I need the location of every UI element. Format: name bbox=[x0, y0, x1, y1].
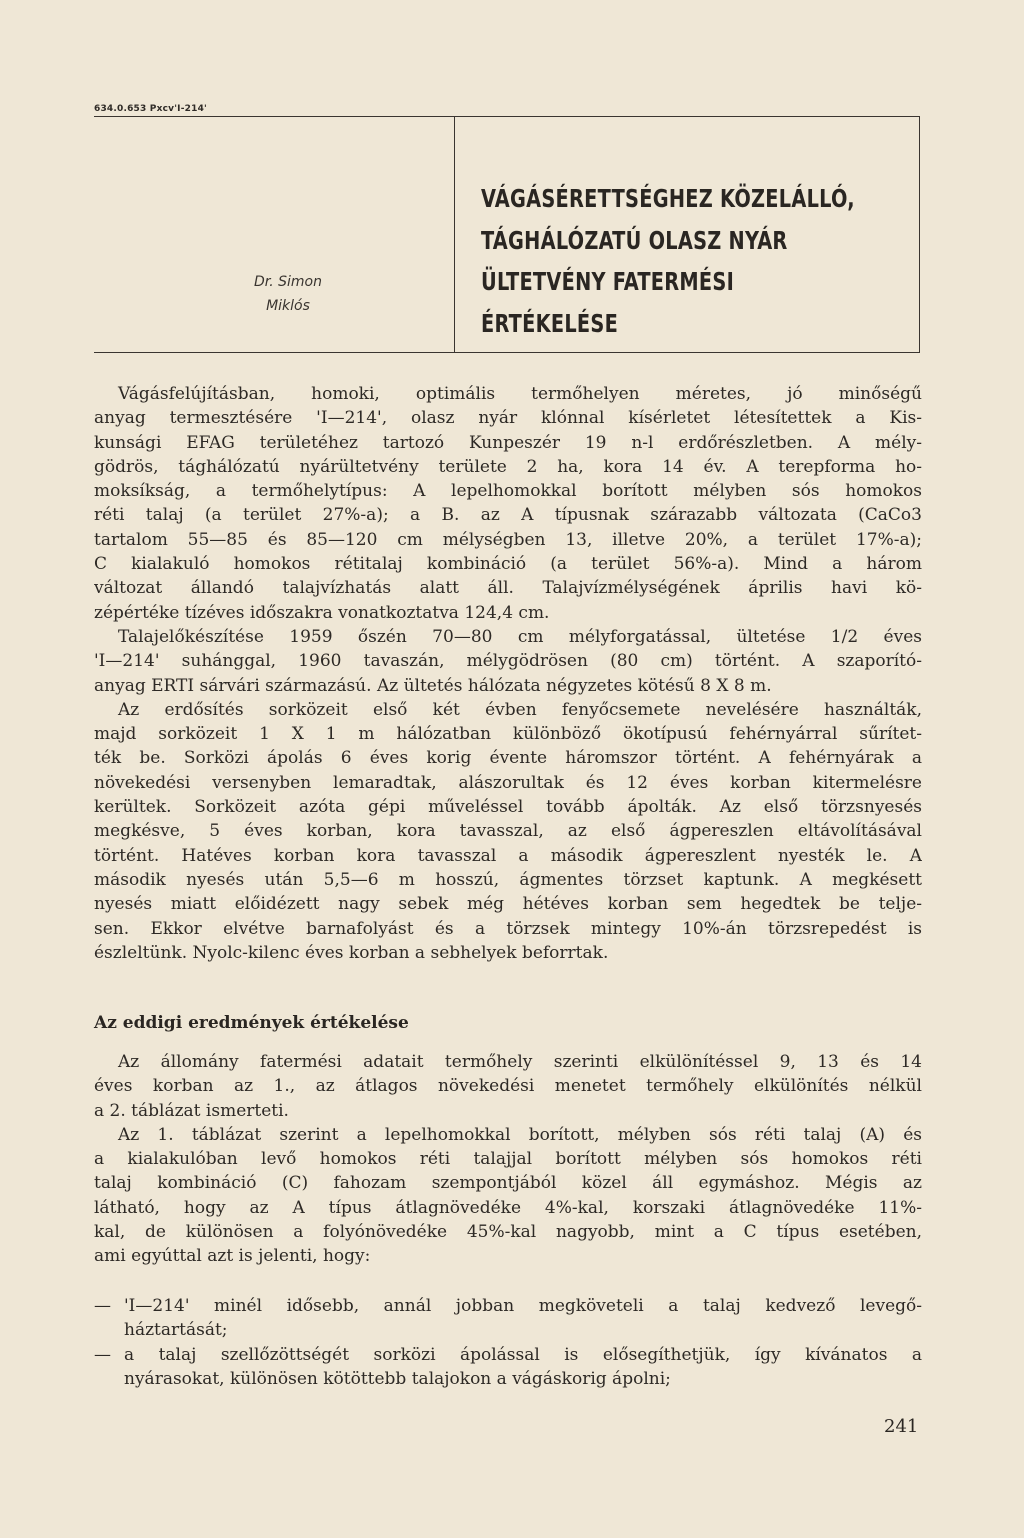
udc-code: 634.0.653 Pxcv'I-214' bbox=[94, 104, 207, 114]
text-line: változat állandó talajvízhatás alatt áll. Talajvízmélységének április havi kö- bbox=[94, 578, 922, 599]
text-line: éves korban az 1., az átlagos növekedési menetet termőhely elkülönítés nélkül bbox=[94, 1076, 922, 1097]
title-line: ÉRTÉKELÉSE bbox=[481, 308, 619, 338]
text-line: Az állomány fatermési adatait termőhely szerinti elkülönítéssel 9, 13 és 14 bbox=[118, 1052, 922, 1072]
text-line: növekedési versenyben lemaradtak, alászorultak és 12 éves korban kitermelésre bbox=[94, 772, 922, 793]
text-line: a 2. táblázat ismerteti. bbox=[94, 1100, 289, 1121]
paragraph bbox=[94, 382, 922, 625]
text-line: zépértéke tízéves időszakra vonatkoztatva 124,4 cm. bbox=[94, 602, 550, 623]
body-text-upper bbox=[94, 382, 922, 965]
text-line: 'I—214' minél idősebb, annál jobban megköveteli a talaj kedvező levegő- bbox=[124, 1296, 922, 1316]
body-text-lower bbox=[94, 1050, 922, 1269]
article-title bbox=[481, 178, 855, 344]
text-line: tartalom 55—85 és 85—120 cm mélységben 13, illetve 20%, a terület 17%-a); bbox=[94, 529, 922, 550]
bullet-list bbox=[94, 1294, 922, 1391]
text-line: sen. Ekkor elvétve barnafolyást és a törzsek mintegy 10%-án törzsrepedést is bbox=[94, 918, 922, 939]
text-line: ték be. Sorközi ápolás 6 éves korig évente háromszor történt. A fehérnyárak a bbox=[94, 748, 922, 769]
bullet-dash: — bbox=[94, 1296, 111, 1316]
paragraph bbox=[94, 1050, 922, 1123]
header-rule-bottom bbox=[94, 352, 920, 353]
text-line: a talaj szellőzöttségét sorközi ápolással is elősegíthetjük, így kívánatos a bbox=[124, 1344, 922, 1365]
page-number: 241 bbox=[884, 1416, 919, 1437]
text-line: moksíkság, a termőhelytípus: A lepelhomokkal borított mélyben sós homokos bbox=[94, 481, 922, 502]
text-line: történt. Hatéves korban kora tavasszal a második ágpereszlent nyesték le. A bbox=[94, 845, 922, 866]
author-line-1: Dr. Simon bbox=[253, 274, 322, 290]
text-line: Vágásfelújításban, homoki, optimális termőhelyen méretes, jó minőségű bbox=[118, 384, 922, 404]
text-line: Az erdősítés sorközeit első két évben fenyőcsemete nevelésére használták, bbox=[118, 699, 922, 720]
text-line: gödrös, tághálózatú nyárültetvény területe 2 ha, kora 14 év. A terepforma ho- bbox=[94, 456, 922, 477]
text-line: kunsági EFAG területéhez tartozó Kunpeszér 19 n-l erdőrészletben. A mély- bbox=[94, 432, 922, 453]
title-line: VÁGÁSÉRETTSÉGHEZ KÖZELÁLLÓ, bbox=[481, 184, 855, 213]
text-line: kal, de különösen a folyónövedéke 45%-kal nagyobb, mint a C típus esetében, bbox=[94, 1222, 922, 1243]
bullet-text bbox=[124, 1343, 922, 1392]
paragraph bbox=[94, 1123, 922, 1269]
bullet-item bbox=[94, 1343, 922, 1392]
text-line: második nyesés után 5,5—6 m hosszú, ágmentes törzset kaptunk. A megkésett bbox=[94, 869, 922, 890]
title-box bbox=[454, 116, 920, 352]
text-line: látható, hogy az A típus átlagnövedéke 4%-kal, korszaki átlagnövedéke 11%- bbox=[94, 1197, 922, 1218]
text-line: C kialakuló homokos rétitalaj kombináció (a terület 56%-a). Mind a három bbox=[94, 554, 922, 575]
text-line: talaj kombináció (C) fahozam szempontjából közel áll egymáshoz. Mégis az bbox=[94, 1173, 922, 1194]
title-line: TÁGHÁLÓZATÚ OLASZ NYÁR bbox=[481, 225, 788, 255]
title-line: ÜLTETVÉNY FATERMÉSI bbox=[481, 267, 735, 296]
text-line: anyag termesztésére 'I—214', olasz nyár klónnal kísérletet létesítettek a Kis- bbox=[94, 408, 922, 429]
text-line: nyesés miatt előidézett nagy sebek még hétéves korban sem hegedtek be telje- bbox=[94, 894, 922, 915]
section-heading: Az eddigi eredmények értékelése bbox=[94, 1013, 409, 1033]
bullet-item bbox=[94, 1294, 922, 1343]
bullet-dash: — bbox=[94, 1344, 111, 1365]
text-line: a kialakulóban levő homokos réti talajjal borított mélyben sós homokos réti bbox=[94, 1149, 922, 1170]
text-line: ami egyúttal azt is jelenti, hogy: bbox=[94, 1246, 371, 1267]
text-line: Talajelőkészítése 1959 őszén 70—80 cm mélyforgatással, ültetése 1/2 éves bbox=[118, 626, 922, 647]
text-line: anyag ERTI sárvári származású. Az ültetés hálózata négyzetes kötésű 8 X 8 m. bbox=[94, 675, 772, 696]
text-line: háztartását; bbox=[124, 1320, 228, 1341]
text-line: észleltünk. Nyolc-kilenc éves korban a sebhelyek beforrtak. bbox=[94, 942, 609, 963]
text-line: megkésve, 5 éves korban, kora tavasszal, az első ágpereszlen eltávolításával bbox=[94, 821, 922, 842]
author-line-2: Miklós bbox=[266, 298, 310, 314]
text-line: Az 1. táblázat szerint a lepelhomokkal borított, mélyben sós réti talaj (A) és bbox=[118, 1124, 922, 1145]
text-line: nyárasokat, különösen kötöttebb talajokon a vágáskorig ápolni; bbox=[124, 1368, 671, 1389]
paragraph bbox=[94, 625, 922, 698]
text-line: majd sorközeit 1 X 1 m hálózatban különböző ökotípusú fehérnyárral sűrítet- bbox=[94, 724, 922, 745]
paragraph bbox=[94, 698, 922, 965]
text-line: réti talaj (a terület 27%-a); a B. az A típusnak szárazabb változata (CaCo3 bbox=[94, 505, 922, 526]
bullet-text bbox=[124, 1294, 922, 1343]
text-line: 'I—214' suhánggal, 1960 tavaszán, mélygödrösen (80 cm) történt. A szaporító- bbox=[94, 651, 922, 672]
text-line: kerültek. Sorközeit azóta gépi műveléssel tovább ápolták. Az első törzsnyesés bbox=[94, 797, 922, 818]
author bbox=[238, 270, 338, 318]
